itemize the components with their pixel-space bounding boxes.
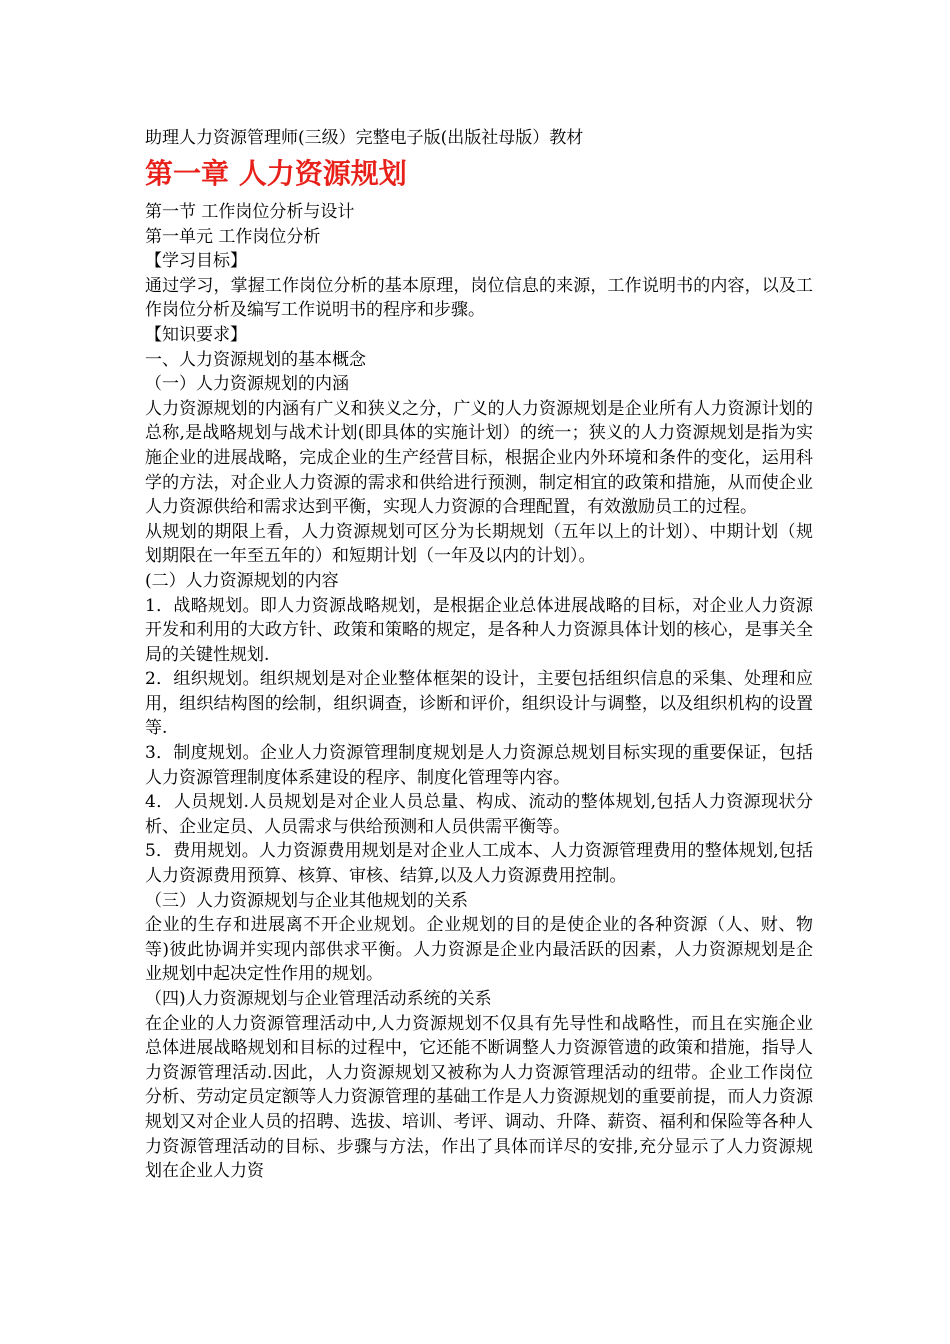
knowledge-heading: 【知识要求】 — [145, 324, 247, 345]
heading-basic-concept: 一、人力资源规划的基本概念 — [145, 349, 366, 370]
chapter-title: 第一章 人力资源规划 — [145, 157, 407, 190]
section-title: 第一节 工作岗位分析与设计 — [145, 202, 355, 222]
unit-title: 第一单元 工作岗位分析 — [145, 226, 321, 247]
learning-goal-heading: 【学习目标】 — [145, 251, 247, 272]
list-item-strategic-planning: 1．战略规划。即人力资源战略规划，是根据企业总体进展战略的目标，对企业人力资源开发和利用的大政方针、政策和策略的规定，是各种人力资源具体计划的核心，是事关全局的关键性规划. — [145, 595, 813, 665]
list-item-cost-planning: 5．费用规划。人力资源费用规划是对企业人工成本、人力资源管理费用的整体规划,包括人力资源费用预算、核算、审核、结算,以及人力资源费用控制。 — [145, 841, 813, 887]
document-title: 助理人力资源管理师(三级）完整电子版(出版社母版）教材 — [145, 128, 584, 148]
list-item-personnel-planning: 4．人员规划.人员规划是对企业人员总量、构成、流动的整体规划,包括人力资源现状分析、企业定员、人员需求与供给预测和人员供需平衡等。 — [145, 792, 813, 837]
subheading-content: (二）人力资源规划的内容 — [145, 570, 339, 591]
document-body — [145, 126, 813, 1184]
paragraph-management-activities: 在企业的人力资源管理活动中,人力资源规划不仅具有先导性和战略性，而且在实施企业总体进展战略规划和目标的过程中，它还能不断调整人力资源管遗的政策和措施，指导人力资源管理活动.因此，人力资源规划又被称为人力资源管理活动的纽带。企业工作岗位分析、劳动定员定额等人力资源管理的基础工作是人力资源规划的重要前提，而人力资源规划又对企业人员的招聘、选拔、培训、考评、调动、升降、薪资、福利和保险等各种人力资源管理活动的目标、步骤与方法，作出了具体而详尽的安排,充分显示了人力资源规划在企业人力资 — [145, 1013, 813, 1182]
list-item-system-planning: 3．制度规划。企业人力资源管理制度规划是人力资源总规划目标实现的重要保证，包括人力资源管理制度体系建设的程序、制度化管理等内容。 — [145, 743, 813, 788]
paragraph-connotation: 人力资源规划的内涵有广义和狭义之分，广义的人力资源规划是企业所有人力资源计划的总称,是战略规划与战术计划(即具体的实施计划）的统一；狭义的人力资源规划是指为实施企业的进展战略，完成企业的生产经营目标，根据企业内外环境和条件的变化，运用科学的方法，对企业人力资源的需求和供给进行预测，制定相宜的政策和措施，从而使企业人力资源供给和需求达到平衡，实现人力资源的合理配置，有效激励员工的过程。 — [145, 398, 813, 518]
subheading-management-activities: （四)人力资源规划与企业管理活动系统的关系 — [145, 989, 492, 1009]
learning-goal-paragraph: 通过学习，掌握工作岗位分析的基本原理，岗位信息的来源，工作说明书的内容，以及工作岗位分析及编写工作说明书的程序和步骤。 — [145, 275, 813, 321]
subheading-other-plans: （三）人力资源规划与企业其他规划的关系 — [145, 890, 468, 911]
subheading-connotation: （一）人力资源规划的内涵 — [145, 374, 349, 395]
paragraph-planning-period: 从规划的期限上看，人力资源规划可区分为长期规划（五年以上的计划）、中期计划（规划期限在一年至五年的）和短期计划（一年及以内的计划）。 — [145, 521, 813, 567]
list-item-organization-planning: 2．组织规划。组织规划是对企业整体框架的设计，主要包括组织信息的采集、处理和应用，组织结构图的绘制，组织调查，诊断和评价，组织设计与调整，以及组织机构的设置等. — [145, 669, 813, 739]
paragraph-other-plans: 企业的生存和进展离不开企业规划。企业规划的目的是使企业的各种资源（人、财、物等)彼此协调并实现内部供求平衡。人力资源是企业内最活跃的因素，人力资源规划是企业规划中起决定性作用的规划。 — [145, 915, 813, 985]
